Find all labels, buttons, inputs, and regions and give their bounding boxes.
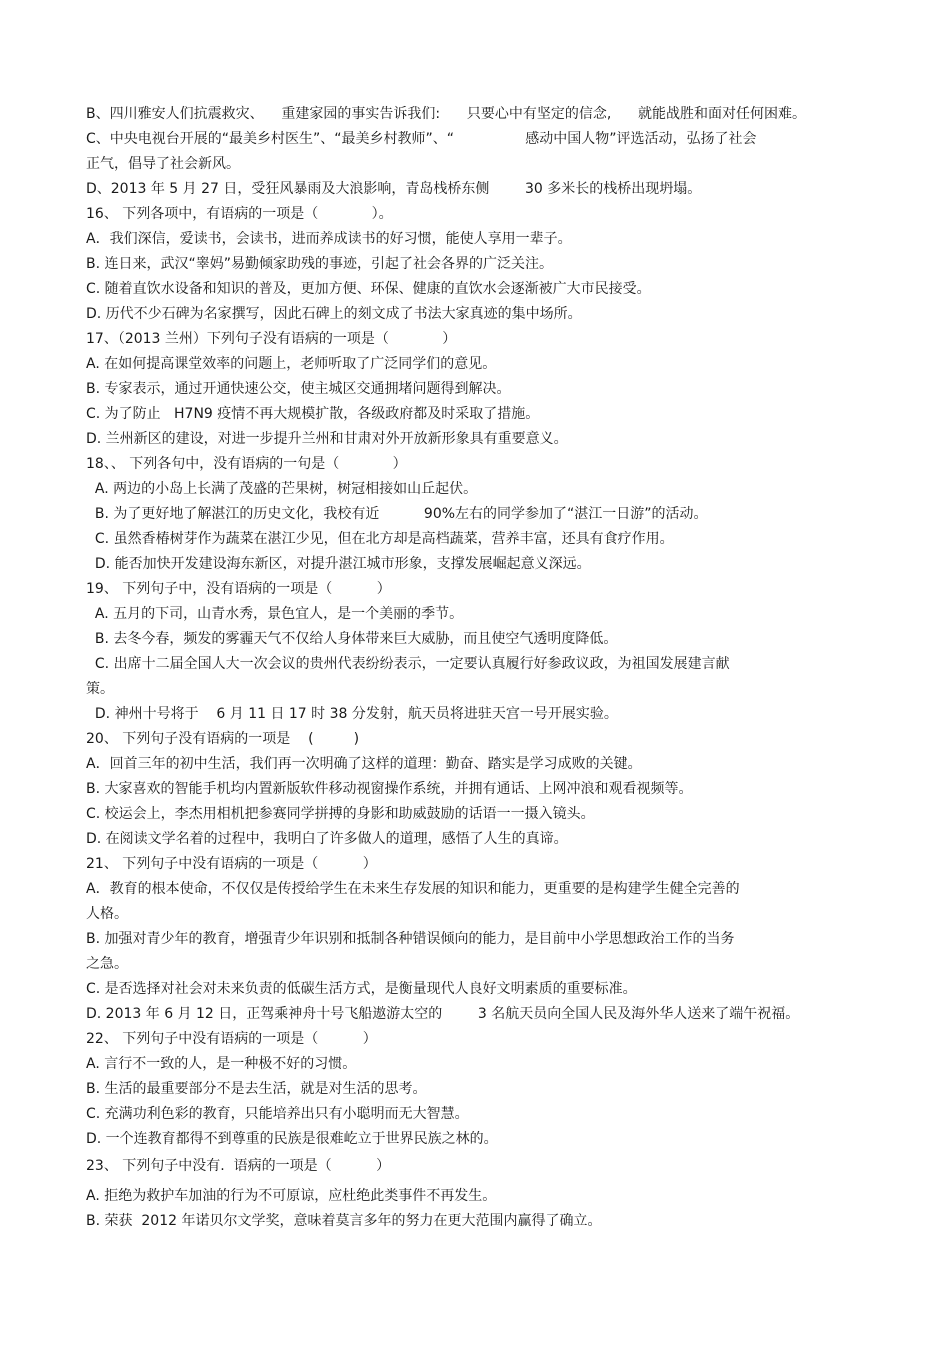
text-line: D. 能否加快开发建设海东新区，对提升湛江城市形象，支撑发展崛起意义深远。 [86,556,591,572]
text-line: D. 一个连教育都得不到尊重的民族是很难屹立于世界民族之林的。 [86,1131,498,1147]
text-line: D、2013 年 5 月 27 日，受狂风暴雨及大浪影响，青岛栈桥东侧 30 多米长的栈桥出现坍塌。 [86,181,702,197]
text-line: C. 充满功利色彩的教育，只能培养出只有小聪明而无大智慧。 [86,1106,469,1122]
text-line: C. 出席十二届全国人大一次会议的贵州代表纷纷表示，一定要认真履行好参政议政，为祖国发展建言献 [86,656,730,672]
text-line: B. 为了更好地了解湛江的历史文化，我校有近 90%左右的同学参加了“湛江一日游”的活动。 [86,506,708,522]
text-line: A. 拒绝为救护车加油的行为不可原谅，应杜绝此类事件不再发生。 [86,1188,497,1204]
text-line: A. 两边的小岛上长满了茂盛的芒果树，树冠相接如山丘起伏。 [86,481,478,497]
text-line: 17、（2013 兰州）下列句子没有语病的一项是（ ） [86,331,457,347]
text-line: B. 荣获 2012 年诺贝尔文学奖，意味着莫言多年的努力在更大范围内赢得了确立。 [86,1213,602,1229]
text-line: 23、 下列句子中没有. 语病的一项是（ ） [86,1158,391,1174]
text-line: C. 校运会上，李杰用相机把参赛同学拼搏的身影和助威鼓励的话语一一摄入镜头。 [86,806,595,822]
text-line: 策。 [86,681,114,697]
text-line: C. 是否选择对社会对未来负责的低碳生活方式，是衡量现代人良好文明素质的重要标准。 [86,981,637,997]
text-line: 18、、 下列各句中，没有语病的一句是（ ） [86,456,407,472]
text-line: B. 专家表示，通过开通快速公交，使主城区交通拥堵问题得到解决。 [86,381,511,397]
text-line: A. 五月的下司，山青水秀，景色宜人，是一个美丽的季节。 [86,606,464,622]
text-line: A. 在如何提高课堂效率的问题上，老师听取了广泛同学们的意见。 [86,356,497,372]
text-line: C、中央电视台开展的“最美乡村医生”、“最美乡村教师”、“ 感动中国人物”评选活动，弘扬了社会 [86,131,757,147]
text-line: A．回首三年的初中生活，我们再一次明确了这样的道理：勤奋、踏实是学习成败的关键。 [86,756,642,772]
text-line: C. 虽然香椿树芽作为蔬菜在湛江少见，但在北方却是高档蔬菜，营养丰富，还具有食疗作用。 [86,531,674,547]
text-line: B、四川雅安人们抗震救灾、 重建家园的事实告诉我们: 只要心中有坚定的信念, 就能战胜和面对任何困难。 [86,106,806,122]
text-line: B. 生活的最重要部分不是去生活，就是对生活的思考。 [86,1081,427,1097]
text-line: C. 为了防止 H7N9 疫情不再大规模扩散，各级政府都及时采取了措施。 [86,406,540,422]
text-line: D. 兰州新区的建设，对进一步提升兰州和甘肃对外开放新形象具有重要意义。 [86,431,568,447]
text-line: 人格。 [86,906,128,922]
text-line: 22、 下列句子中没有语病的一项是（ ） [86,1031,377,1047]
text-line: B. 大家喜欢的智能手机均内置新版软件移动视窗操作系统，并拥有通话、上网冲浪和观看视频等。 [86,781,693,797]
text-line: 19、 下列句子中，没有语病的一项是（ ） [86,581,391,597]
text-line: D. 2013 年 6 月 12 日，正驾乘神舟十号飞船遨游太空的 3 名航天员向全国人民及海外华人送来了端午祝福。 [86,1006,800,1022]
text-line: A. 言行不一致的人，是一种极不好的习惯。 [86,1056,357,1072]
text-line: 21、 下列句子中没有语病的一项是（ ） [86,856,377,872]
text-line: B. 加强对青少年的教育，增强青少年识别和抵制各种错误倾向的能力，是目前中小学思想政治工作的当务 [86,931,735,947]
text-line: B. 去冬今春，频发的雾霾天气不仅给人身体带来巨大威胁，而且使空气透明度降低。 [86,631,618,647]
text-line: 16、 下列各项中，有语病的一项是（ ）。 [86,206,393,222]
text-line: D. 历代不少石碑为名家撰写，因此石碑上的刻文成了书法大家真迹的集中场所。 [86,306,582,322]
text-line: D. 神州十号将于 6 月 11 日 17 时 38 分发射，航天员将进驻天宫一号开展实验。 [86,706,618,722]
text-line: D. 在阅读文学名着的过程中，我明白了许多做人的道理，感悟了人生的真谛。 [86,831,568,847]
text-line: C. 随着直饮水设备和知识的普及，更加方便、环保、健康的直饮水会逐渐被广大市民接受。 [86,281,651,297]
text-line: A．我们深信，爱读书，会读书，进而养成读书的好习惯，能使人享用一辈子。 [86,231,572,247]
text-line: 之急。 [86,956,128,972]
text-line: B. 连日来，武汉“睾妈”易勤倾家助残的事迹，引起了社会各界的广泛关注。 [86,256,554,272]
text-line: 20、 下列句子没有语病的一项是 ( ) [86,731,360,747]
text-line: 正气，倡导了社会新风。 [86,156,240,172]
text-line: A．教育的根本使命，不仅仅是传授给学生在未来生存发展的知识和能力，更重要的是构建学生健全完善的 [86,881,740,897]
